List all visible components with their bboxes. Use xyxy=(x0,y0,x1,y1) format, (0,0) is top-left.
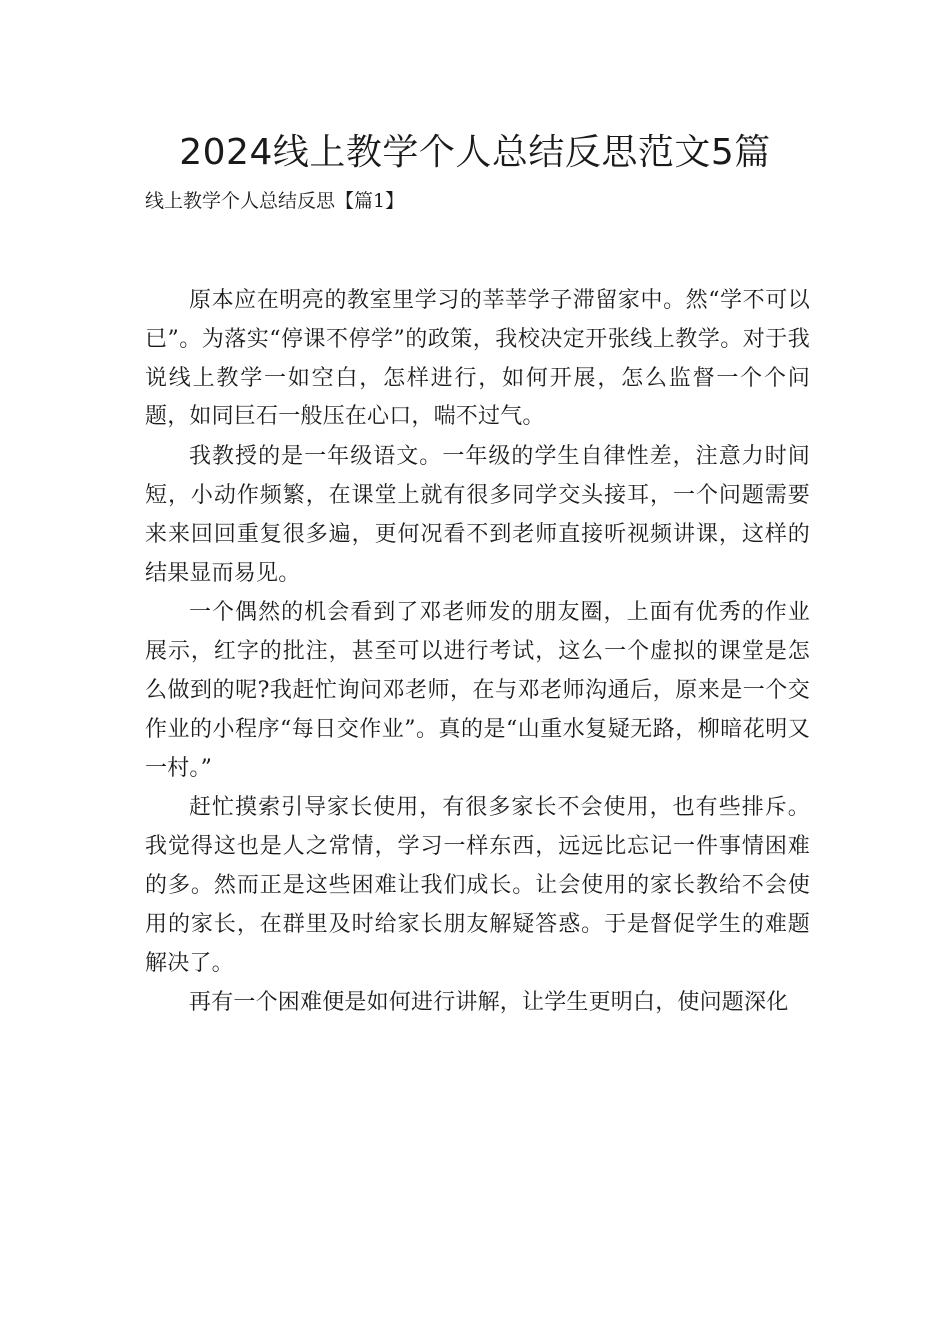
paragraph-1: 原本应在明亮的教室里学习的莘莘学子滞留家中。然“学不可以已”。为落实“停课不停学”的政策，我校决定开张线上教学。对于我说线上教学一如空白，怎样进行，如何开展，怎么监督一个个问题，如同巨石一般压在心口，喘不过气。 xyxy=(145,288,810,430)
paragraph-4: 赶忙摸索引导家长使用，有很多家长不会使用，也有些排斥。我觉得这也是人之常情，学习一样东西，远远比忘记一件事情困难的多。然而正是这些困难让我们成长。让会使用的家长教给不会使用的家长，在群里及时给家长朋友解疑答惑。于是督促学生的难题解决了。 xyxy=(145,795,810,976)
document-body xyxy=(145,282,810,1024)
paragraph-5: 再有一个困难便是如何进行讲解，让学生更明白，使问题深化 xyxy=(189,990,789,1016)
paragraph-3: 一个偶然的机会看到了邓老师发的朋友圈，上面有优秀的作业展示，红字的批注，甚至可以进行考试，这么一个虚拟的课堂是怎么做到的呢?我赶忙询问邓老师，在与邓老师沟通后，原来是一个交作业的小程序“每日交作业”。真的是“山重水复疑无路，柳暗花明又一村。” xyxy=(145,600,810,781)
document-title: 2024线上教学个人总结反思范文5篇 xyxy=(179,132,771,173)
section-heading: 线上教学个人总结反思【篇1】 xyxy=(145,190,405,212)
paragraph-2: 我教授的是一年级语文。一年级的学生自律性差，注意力时间短，小动作频繁，在课堂上就有很多同学交头接耳，一个问题需要来来回回重复很多遍，更何况看不到老师直接听视频讲课，这样的结果显而易见。 xyxy=(145,444,810,586)
